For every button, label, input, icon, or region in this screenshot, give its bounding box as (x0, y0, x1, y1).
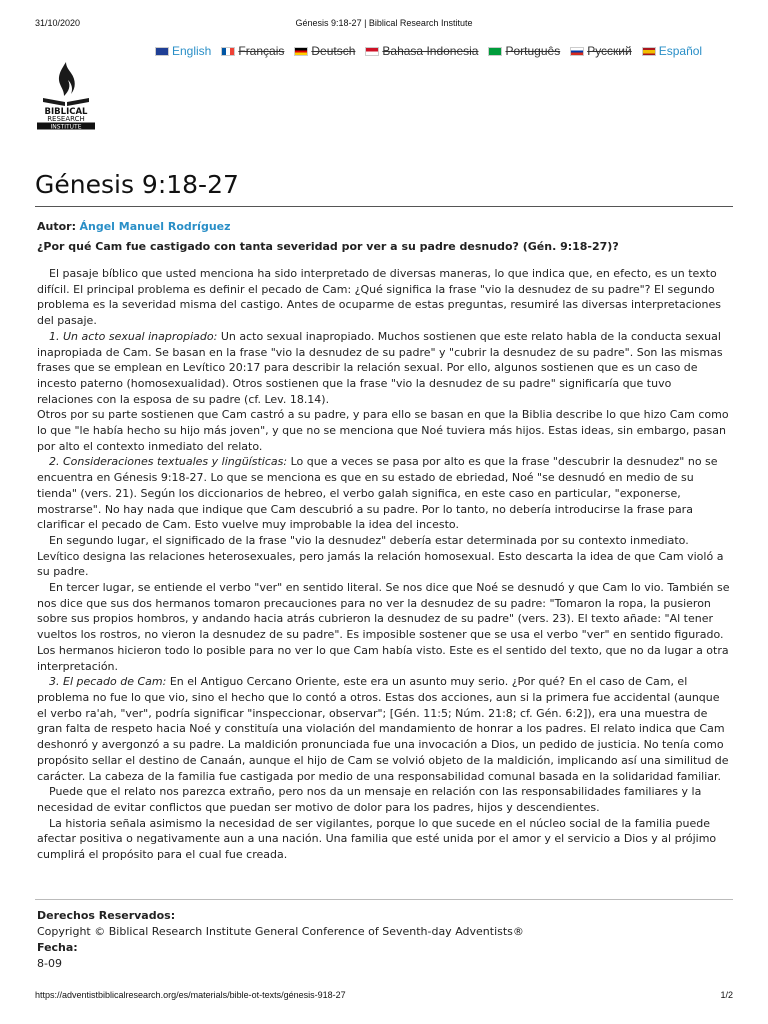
language-label: Bahasa Indonesia (382, 44, 479, 58)
paragraph-text: Lo que a veces se pasa por alto es que la frase "descubrir la desnudez" no se encuentra en Génesis 9:18-27. Lo que se menciona es que en su estado de ebriedad, Noé "se desnudó en medio de su tienda" (vers. 21). Según los diccionarios de hebreo, el verbo galah significa, en este caso en particular, "exponerse, mostrarse". No hay nada que indique que Cam descubrió a su padre. Por lo tanto, no debería introducirse la frase para clarificar el pecado de Cam. Esto vuelve muy improbable la idea del incesto. (37, 455, 718, 532)
article-question: ¿Por qué Cam fue castigado con tanta severidad por ver a su padre desnudo? (Gén. 9:18-27)? (37, 240, 619, 253)
language-link-1[interactable] (221, 44, 284, 58)
copyright-text: Copyright © Biblical Research Institute General Conference of Seventh-day Adventists® (37, 925, 524, 938)
print-page-title: Génesis 9:18-27 | Biblical Research Institute (295, 18, 473, 28)
rights-label: Derechos Reservados: (37, 909, 176, 922)
article-paragraph (37, 407, 730, 454)
language-label: Português (505, 44, 561, 58)
language-label: English (172, 44, 212, 58)
print-date: 31/10/2020 (35, 18, 81, 28)
bri-logo[interactable] (35, 58, 97, 130)
article-paragraph (37, 329, 730, 408)
print-footer (35, 990, 733, 1002)
date-value: 8-09 (37, 957, 62, 970)
print-page-number: 1/2 (720, 990, 733, 1000)
logo-line-1: BIBLICAL (44, 107, 88, 117)
footer-divider (35, 899, 733, 900)
paragraph-text: Un acto sexual inapropiado. Muchos sostienen que este relato habla de la conducta sexual inapropiada de Cam. Se basan en la frase "vio la desnudez de su padre" y "cubrir la desnudez de su padre". Son las mismas frases que se emplean en Levítico 20:17 para describir la relación sexual. Por ello, algunos sostienen que es un caso de incesto paterno (homosexualidad). Otros sostienen que la frase "vio la desnudez de su padre" significaría que tuvo relaciones con la esposa de su padre (cf. Lev. 18.14). (37, 329, 723, 406)
language-link-5[interactable] (570, 44, 632, 58)
flag-id-icon (365, 47, 379, 56)
article-paragraph (37, 454, 730, 533)
logo-line-2: RESEARCH (47, 115, 85, 123)
article-body (37, 266, 730, 863)
article-paragraph (37, 266, 730, 329)
flag-ru-icon (570, 47, 584, 56)
page-title: Génesis 9:18-27 (35, 170, 239, 199)
author-label: Autor: (37, 220, 76, 233)
article-paragraph (37, 580, 730, 674)
language-link-3[interactable] (365, 44, 478, 58)
logo-line-3: INSTITUTE (50, 123, 82, 130)
paragraph-text: Otros por su parte sostienen que Cam castró a su padre, y para ello se basan en que la Biblia describe lo que hizo Cam como lo que "le había hecho su hijo más joven", y que no se menciona que Noé tuviera más hijos. Estas ideas, sin embargo, pasan por alto el contexto inmediato del relato. (37, 408, 729, 453)
language-switcher (155, 44, 712, 58)
language-link-4[interactable] (488, 44, 560, 58)
flag-br-icon (488, 47, 502, 56)
language-label: Deutsch (311, 44, 356, 58)
language-label: Français (238, 44, 285, 58)
article-paragraph (37, 784, 730, 815)
section-heading: 2. Consideraciones textuales y lingüísticas: (49, 455, 288, 469)
language-link-6[interactable] (642, 44, 702, 58)
article-paragraph (37, 674, 730, 784)
print-header (35, 18, 733, 32)
flag-de-icon (294, 47, 308, 56)
paragraph-text: La historia señala asimismo la necesidad de ser vigilantes, porque lo que sucede en el núcleo social de la familia puede afectar positiva o negativamente aun a una nación. Una familia que esté unida por el amor y el servicio a Dios y al prójimo cumplirá el propósito para el cual fue creada. (37, 816, 717, 862)
flag-fr-icon (221, 47, 235, 56)
section-heading: 3. El pecado de Cam: (49, 675, 167, 689)
paragraph-text: Puede que el relato nos parezca extraño, pero nos da un mensaje en relación con las responsabilidades familiares y la necesidad de evitar conflictos que puedan ser motivo de dolor para los padres, hijos y descendientes. (37, 785, 702, 814)
date-label: Fecha: (37, 941, 78, 954)
logo-flame-book-icon (35, 58, 97, 130)
print-url: https://adventistbiblicalresearch.org/es/materials/bible-ot-texts/génesis-918-27 (35, 990, 346, 1000)
title-divider (35, 206, 733, 207)
language-link-0[interactable] (155, 44, 211, 58)
article-paragraph (37, 533, 730, 580)
article-footer (37, 908, 524, 972)
language-label: Español (658, 44, 703, 58)
author-line (37, 220, 231, 233)
paragraph-text: En segundo lugar, el significado de la frase "vio la desnudez" debería estar determinada por su contexto inmediato. Levítico designa las relaciones heterosexuales, pero jamás la relación homosexual. Esto descarta la idea de que Cam violó a su padre. (37, 533, 724, 579)
language-label: Русский (587, 44, 632, 58)
article-paragraph (37, 816, 730, 863)
paragraph-text: El pasaje bíblico que usted menciona ha sido interpretado de diversas maneras, lo que indica que, en efecto, es un texto difícil. El principal problema es definir el pecado de Cam: ¿Qué significa la frase "vio la desnudez de su padre"? El segundo problema es la severidad misma del castigo. Antes de ocuparme de estas preguntas, resumiré las diversas interpretaciones del pasaje. (37, 267, 721, 328)
paragraph-text: En tercer lugar, se entiende el verbo "ver" en sentido literal. Se nos dice que Noé se desnudó y que Cam lo vio. También se nos dice que sus dos hermanos tomaron precauciones para no ver la desnudez de su padre: "Tomaron la ropa, la pusieron sobre sus propios hombros, y andando hacia atrás cubrieron la desnudez de su padre" (vers. 23). El texto añade: "Al tener vueltos los rostros, no vieron la desnudez de su padre". Es imposible sostener que se usa el verbo "ver" en sentido figurado. Los hermanos hicieron todo lo posible para no ver lo que Cam había visto. Este es el sentido del texto, que no da lugar a otra interpretación. (37, 581, 730, 673)
flag-uk-icon (155, 47, 169, 56)
author-link[interactable]: Ángel Manuel Rodríguez (79, 220, 231, 233)
paragraph-text: En el Antiguo Cercano Oriente, este era un asunto muy serio. ¿Por qué? En el caso de Cam, el problema no fue lo que vio, sino el hecho que lo contó a otros. Estas dos acciones, aun si la primera fue accidental (aunque el verbo ra'ah, "ver", podría significar "inspeccionar, observar"; [Gén. 11:5; Núm. 21:8; cf. Gén. 6:2]), era una muestra de gran falta de respeto hacia Noé y constituía una violación del mandamiento de honrar a los padres. El relato indica que Cam deshonró y avergonzó a su padre. La maldición pronunciada fue una invocación a Dios, un pedido de justicia. No tenía como propósito sellar el destino de Canaán, aunque el hijo de Cam se volvió objeto de la maldición, implicando así una similitud de carácter. La cabeza de la familia fue castigada por medio de una responsabilidad comunal basada en la solidaridad familiar. (37, 675, 729, 783)
section-heading: 1. Un acto sexual inapropiado: (49, 329, 218, 343)
flag-es-icon (642, 47, 656, 56)
language-link-2[interactable] (294, 44, 355, 58)
